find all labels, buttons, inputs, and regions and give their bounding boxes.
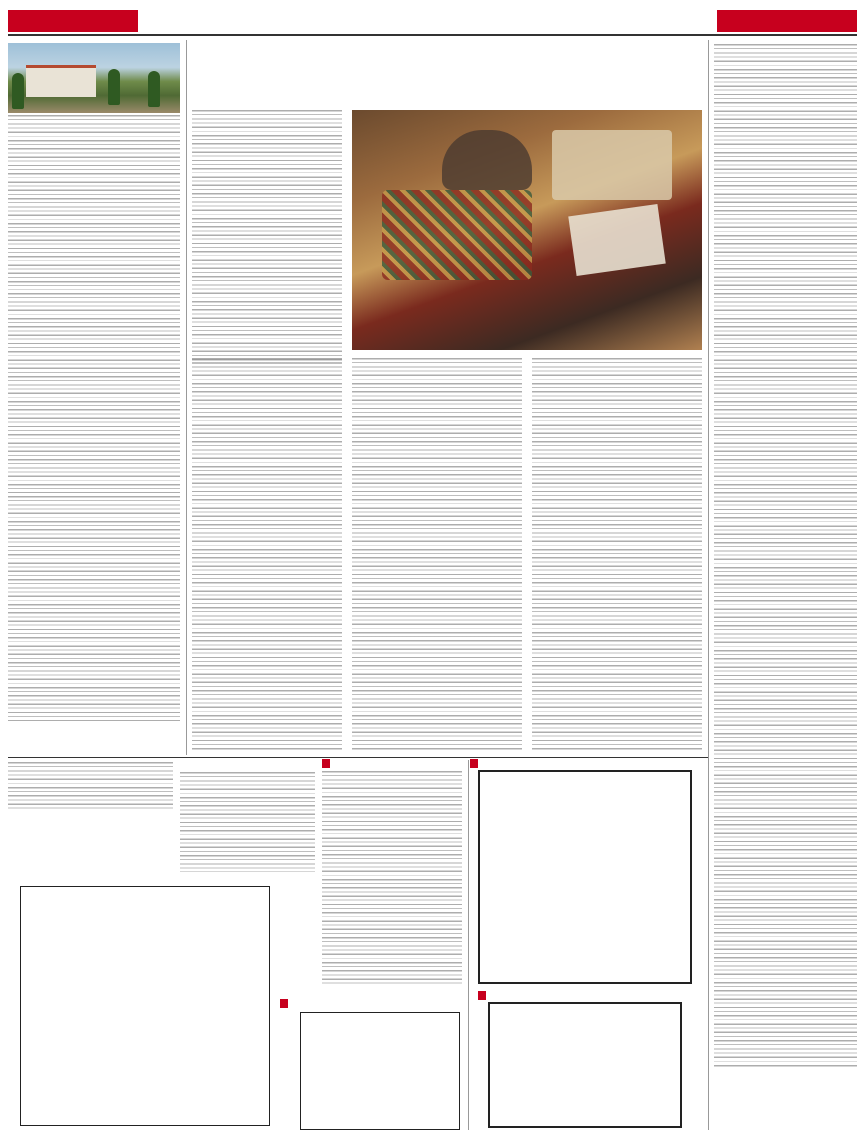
- crossword-label: [322, 759, 330, 768]
- article-column-2: [192, 358, 342, 751]
- sudoku-answer-grid: [488, 1002, 682, 1128]
- crossword-column-numbers: [20, 874, 270, 884]
- right-column-body: [714, 44, 857, 1069]
- crossword-answer-grid: [300, 1012, 460, 1130]
- left-column-text-2: [8, 293, 180, 493]
- article-column-1: [192, 110, 342, 365]
- sudoku-easy-label: [470, 759, 478, 768]
- crossword-grid[interactable]: [20, 886, 270, 1126]
- dorm-photo: [8, 43, 180, 113]
- article-column-4: [532, 358, 702, 751]
- page-header: [8, 8, 857, 36]
- section-brand: [717, 10, 857, 32]
- crossword-clues-vertical: [180, 760, 315, 872]
- horizontal-clues-text: [322, 771, 462, 986]
- left-column-text-1: [8, 115, 180, 290]
- puzzle-divider: [8, 757, 708, 758]
- left-column-text-3: [8, 496, 180, 721]
- right-column: [714, 40, 857, 1130]
- main-article-heading: [192, 40, 702, 100]
- sudoku-answer-box: [478, 992, 692, 999]
- sudoku-easy-box: [470, 760, 702, 767]
- left-column: [8, 40, 180, 755]
- sudoku-easy-grid[interactable]: [478, 770, 692, 984]
- crossword-clues-horizontal: [322, 760, 462, 986]
- article-photo: [352, 110, 702, 350]
- article-column-3: [352, 358, 522, 751]
- vertical-clues-text: [180, 772, 315, 872]
- left-section-tab: [8, 10, 138, 32]
- crossword-answer-box: [280, 1000, 460, 1007]
- column-divider: [186, 40, 187, 755]
- puzzle-intro-text: [8, 762, 173, 812]
- column-divider: [708, 40, 709, 1130]
- sudoku-answer-label: [478, 991, 486, 1000]
- crossword-row-numbers: [270, 886, 284, 1126]
- column-divider: [468, 760, 469, 1130]
